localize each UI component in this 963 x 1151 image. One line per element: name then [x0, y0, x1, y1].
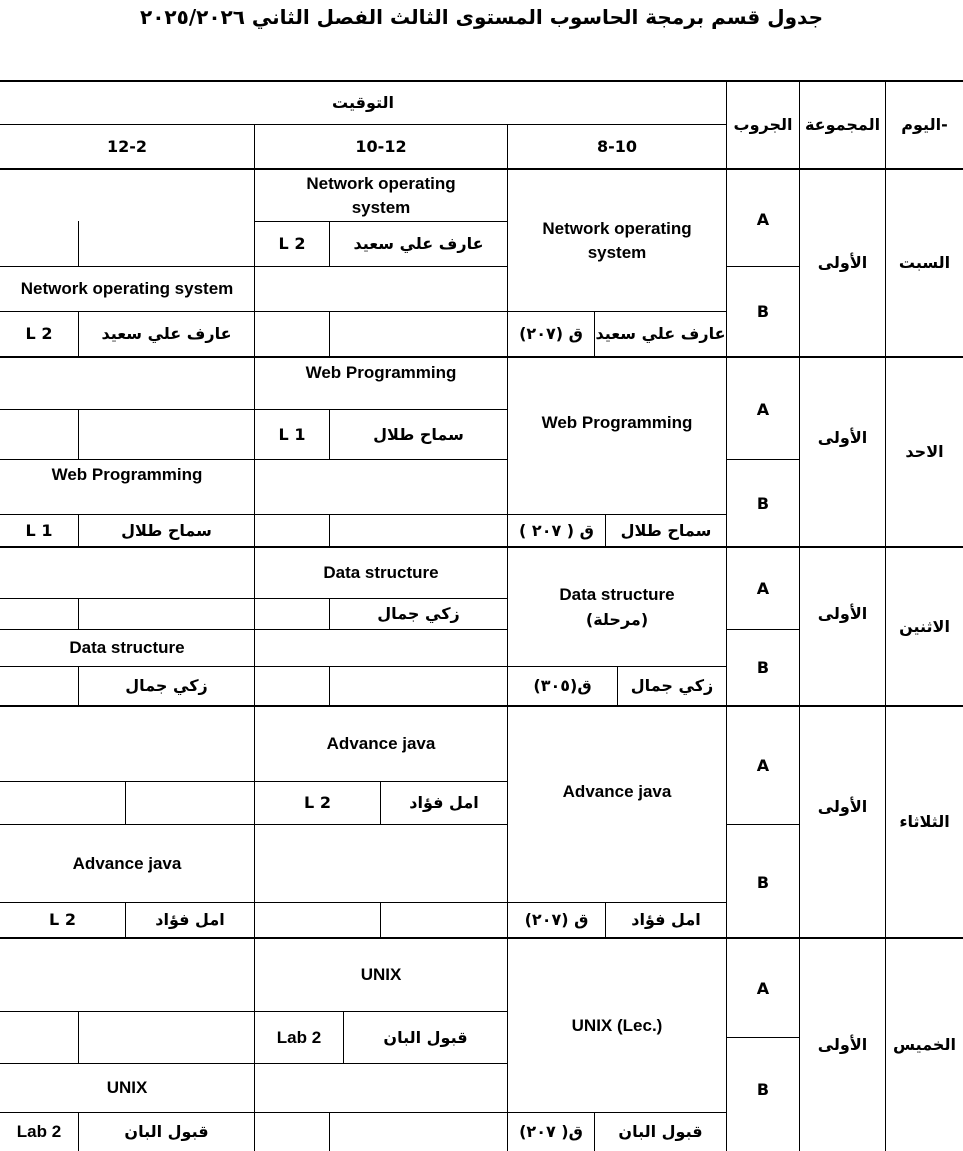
row-line: [726, 629, 799, 630]
lab-teacher-a: سماح طلال: [373, 424, 464, 444]
section-a: A: [756, 979, 770, 998]
day-label: الاثنين: [899, 616, 950, 636]
lecture-teacher: عارف علي سعيد: [595, 324, 726, 343]
group-label: الأولى: [817, 1035, 868, 1054]
lab-subject-a: Advance java: [326, 734, 436, 753]
col-line: [329, 514, 330, 546]
row-line: [726, 1037, 799, 1038]
lecture-subject: Advance java: [562, 782, 672, 801]
day-label: الخميس: [893, 1035, 956, 1054]
lab-teacher-b: قبول البان: [124, 1122, 209, 1141]
header-timing: التوقيت: [332, 93, 394, 112]
col-line: [78, 1011, 79, 1063]
lecture-subject: Web Programming: [541, 413, 693, 432]
lab-subject-b: UNIX: [106, 1078, 148, 1097]
header-slot-10-12: 10-12: [355, 136, 407, 156]
lab-subject-a: Network operating system: [306, 173, 456, 217]
section-a: A: [756, 756, 770, 775]
row-line: [726, 459, 799, 460]
lab-subject-a: UNIX: [360, 965, 402, 984]
lecture-subject: Data structure: [559, 585, 675, 604]
lab-teacher-b: عارف علي سعيد: [101, 324, 232, 343]
lecture-teacher: قبول البان: [618, 1122, 703, 1141]
group-label: الأولى: [817, 428, 868, 447]
section-b: B: [756, 302, 770, 321]
lecture-teacher: زكي جمال: [630, 676, 714, 695]
lab-subject-b: Web Programming: [51, 465, 203, 484]
group-label: الأولى: [817, 797, 868, 816]
day-label: الثلاثاء: [899, 812, 950, 831]
header-group: المجموعة: [804, 115, 881, 134]
lab-teacher-b: امل فؤاد: [155, 910, 225, 929]
lab-room-a: L 2: [278, 234, 306, 253]
lab-subject-b: Data structure: [69, 638, 185, 657]
lab-teacher-b: زكي جمال: [125, 676, 208, 695]
day-label: السبت: [898, 253, 951, 272]
lab-teacher-a: امل فؤاد: [409, 793, 479, 812]
header-day: -اليوم: [901, 115, 948, 134]
section-a: A: [756, 400, 770, 419]
col-line: [329, 1112, 330, 1151]
lecture-subject: UNIX (Lec.): [571, 1015, 663, 1035]
lab-room-b: L 1: [25, 520, 53, 540]
lecture-room: ق ( ٢٠٧ ): [519, 520, 594, 540]
lecture-room: ق( ٢٠٧): [519, 1122, 583, 1141]
col-line: [380, 902, 381, 937]
group-label: الأولى: [817, 253, 868, 272]
lab-teacher-a: عارف علي سعيد: [353, 234, 484, 253]
day-label: الاحد: [905, 442, 944, 461]
section-a: A: [756, 579, 770, 598]
col-line: [329, 311, 330, 356]
lab-teacher-a: قبول البان: [383, 1027, 468, 1047]
section-a: A: [756, 210, 770, 229]
group-label: الأولى: [817, 604, 868, 623]
lecture-teacher: امل فؤاد: [631, 910, 701, 929]
col-line: [78, 221, 79, 266]
lecture-note: (مرحلة): [585, 610, 649, 629]
lab-room-a: Lab 2: [276, 1027, 322, 1047]
lab-teacher-a: زكي جمال: [377, 604, 460, 623]
lab-subject-a: Web Programming: [305, 363, 457, 382]
section-b: B: [756, 1080, 770, 1099]
section-b: B: [756, 658, 770, 677]
header-section: الجروب: [733, 115, 793, 134]
lab-room-b: Lab 2: [16, 1122, 62, 1141]
lecture-room: ق (٢٠٧): [524, 910, 589, 929]
lab-subject-b: Network operating system: [20, 279, 234, 298]
lab-room-b: L 2: [25, 324, 53, 343]
row-line: [726, 266, 799, 267]
col-line: [78, 409, 79, 459]
header-slot-12-2: 12-2: [106, 136, 148, 156]
row-line: [726, 824, 799, 825]
lab-room-a: L 2: [304, 793, 331, 812]
lecture-room: ق(٣٠٥): [533, 676, 592, 695]
lab-room-b: L 2: [49, 910, 76, 929]
col-line: [329, 666, 330, 705]
lecture-teacher: سماح طلال: [620, 520, 712, 540]
section-b: B: [756, 494, 770, 513]
lab-subject-a: Data structure: [323, 563, 439, 582]
section-b: B: [756, 873, 770, 892]
lecture-room: ق (٢٠٧): [519, 324, 583, 343]
col-line: [125, 781, 126, 824]
header-slot-8-10: 8-10: [596, 136, 638, 156]
lab-room-a: L 1: [278, 424, 306, 444]
page-title: جدول قسم برمجة الحاسوب المستوى الثالث الفصل الثاني ٢٠٢٥/٢٠٢٦: [139, 5, 823, 29]
col-line: [78, 598, 79, 629]
lab-teacher-b: سماح طلال: [121, 520, 212, 540]
lab-subject-b: Advance java: [72, 853, 182, 873]
lecture-subject: Network operating system: [542, 218, 692, 262]
